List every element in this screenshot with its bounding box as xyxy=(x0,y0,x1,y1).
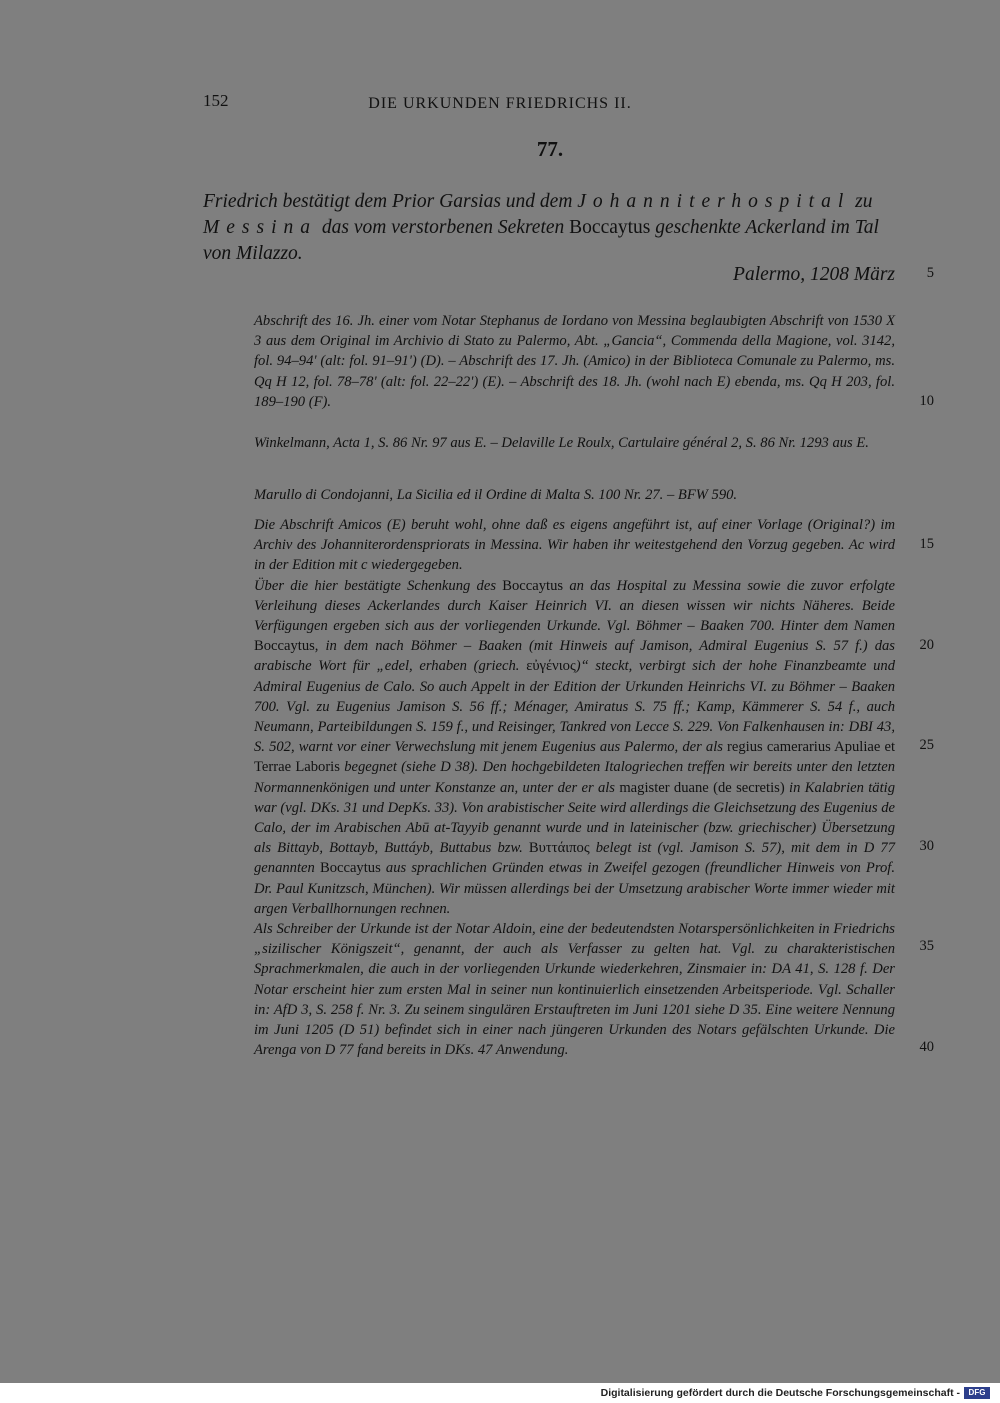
note-editions xyxy=(254,433,895,453)
note-paragraph: Über die hier bestätigte Schenkung des Boccaytus an das Hospital zu Messina sowie die zuvor erfolgte Verleihung dieses Ackerlandes durch Kaiser Heinrich VI. an diesen wissen wir nichts Näheres. Beide Verfügungen ergeben sich aus der vorliegenden Urkunde. Vgl. Böhmer – Baaken 700. Hinter dem Namen Boccaytus, in dem nach Böhmer – Baaken (mit Hinweis auf Jamison, Admiral Eugenius S. 57 f.) das arabische Wort für „edel, erhaben (griech. εὐγένιος)“ steckt, verbirgt sich der hohe Finanzbeamte und Admiral Eugenius de Calo. So auch Appelt in der Edition der Urkunden Heinrichs VI. zu Böhmer – Baaken 700. Vgl. zu Eugenius Jamison S. 56 ff.; Ménager, Amiratus S. 75 ff.; Kamp, Kämmerer S. 54 f., auch Neumann, Parteibildungen S. 159 f., und Reisinger, Tankred von Lecce S. 229. Von Falkenhausen in: DBI 43, S. 502, warnt vor einer Verwechslung mit jenem Eugenius aus Palermo, der als regius camerarius Apuliae et Terrae Laboris begegnet (siehe D 38). Den hochgebildeten Italogriechen treffen wir bereits unter den letzten Normannenkönigen und unter Konstanze an, unter der er als magister duane (de secretis) in Kalabrien tätig war (vgl. DKs. 31 und DepKs. 33). Von arabistischer Seite wird allerdings die Gleichsetzung des Eugenius de Calo, der im Arabischen Abū at-Tayyib genannt wurde und in lateinischer (bzw. griechischer) Übersetzung als Bittayb, Bottayb, Buttáyb, Buttabus bzw. Βυττάιπος belegt ist (vgl. Jamison S. 57), mit dem in D 77 genannten Boccaytus aus sprachlichen Gründen etwas in Zweifel gezogen (freundlicher Hinweis von Prof. Dr. Paul Kunitzsch, München). Wir müssen allerdings bei der Umsetzung arabischer Worte immer wieder mit argen Verballhornungen rechnen. xyxy=(254,577,895,917)
summary-spaced-hospital: Johanniterhospital xyxy=(577,191,851,212)
note-paragraph: Abschrift des 16. Jh. einer vom Notar Stephanus de Iordano von Messina beglaubigten Abschrift von 1530 X 3 aus dem Original im Archivio di Stato zu Palermo, Abt. „Gancia“, Commenda della Magione, vol. 3142, fol. 94–94' (alt: fol. 91–91') (D). – Abschrift des 17. Jh. (Amico) in der Biblioteca Comunale zu Palermo, ms. Qq H 12, fol. 78–78' (alt: fol. 22–22') (E). – Abschrift des 18. Jh. (wohl nach E) ebenda, ms. Qq H 203, fol. 189–190 (F). xyxy=(254,313,895,410)
document-summary xyxy=(203,189,895,267)
running-title: DIE URKUNDEN FRIEDRICHS II. xyxy=(368,95,632,112)
line-number: 40 xyxy=(919,1039,934,1055)
summary-text: geschenkte Ackerland im Tal von Milazzo. xyxy=(203,217,879,264)
line-number: 5 xyxy=(926,265,934,281)
dfg-logo-icon: DFG xyxy=(964,1387,990,1399)
footer-credit: Digitalisierung gefördert durch die Deutsche Forschungsgemeinschaft - xyxy=(600,1387,960,1399)
summary-text: das vom verstorbenen Sekreten xyxy=(317,217,570,238)
line-number: 35 xyxy=(919,938,934,954)
line-number: 15 xyxy=(919,536,934,552)
line-number: 25 xyxy=(919,737,934,753)
footer xyxy=(0,1383,1000,1403)
note-paragraph: Marullo di Condojanni, La Sicilia ed il Ordine di Malta S. 100 Nr. 27. – BFW 590. xyxy=(254,487,738,503)
note-manuscripts xyxy=(254,311,895,412)
summary-name: Boccaytus xyxy=(569,217,651,238)
note-commentary xyxy=(254,515,895,1060)
dateline: Palermo, 1208 März xyxy=(733,264,895,285)
note-literature xyxy=(254,485,895,505)
page-number: 152 xyxy=(203,91,229,110)
summary-text: Friedrich bestätigt dem Prior Garsias und dem xyxy=(203,191,578,212)
line-number: 20 xyxy=(919,637,934,653)
note-paragraph: Die Abschrift Amicos (E) beruht wohl, ohne daß es eigens angeführt ist, auf einer Vorlage (Original?) im Archiv des Johanniterordenspriorats in Messina. Wir haben ihr weitestgehend den Vorzug gegeben. Ac wird in der Edition mit c wiedergegeben. xyxy=(254,517,895,574)
note-paragraph: Als Schreiber der Urkunde ist der Notar Aldoin, eine der bedeutendsten Notarspersönlichkeiten in Friedrichs „sizilischer Königszeit“, genannt, der auch als Verfasser zu gelten hat. Vgl. zu charakteristischen Sprachmerkmalen, die auch in der vorliegenden Urkunde wiederkehren, Zinsmaier in: DA 41, S. 128 f. Der Notar erscheint hier zum ersten Mal in seiner nun kontinuierlich einsetzenden Arbeitsperiode. Vgl. Schaller in: AfD 3, S. 258 f. Nr. 3. Zu seinem singulären Erstauftreten im Juni 1201 siehe D 35. Eine weitere Nennung im Juni 1205 (D 51) befindet sich in einer nach jüngeren Urkunden des Notars gefälschten Urkunde. Die Arenga von D 77 fand bereits in DKs. 47 Anwendung. xyxy=(254,921,895,1059)
document-number: 77. xyxy=(536,137,564,161)
summary-spaced-messina: Messina xyxy=(203,217,317,238)
note-paragraph: Winkelmann, Acta 1, S. 86 Nr. 97 aus E. – Delaville Le Roulx, Cartulaire général 2, S. 86 Nr. 1293 aus E. xyxy=(254,435,869,451)
line-number: 30 xyxy=(919,838,934,854)
line-number: 10 xyxy=(919,393,934,409)
summary-text: zu xyxy=(850,191,873,212)
